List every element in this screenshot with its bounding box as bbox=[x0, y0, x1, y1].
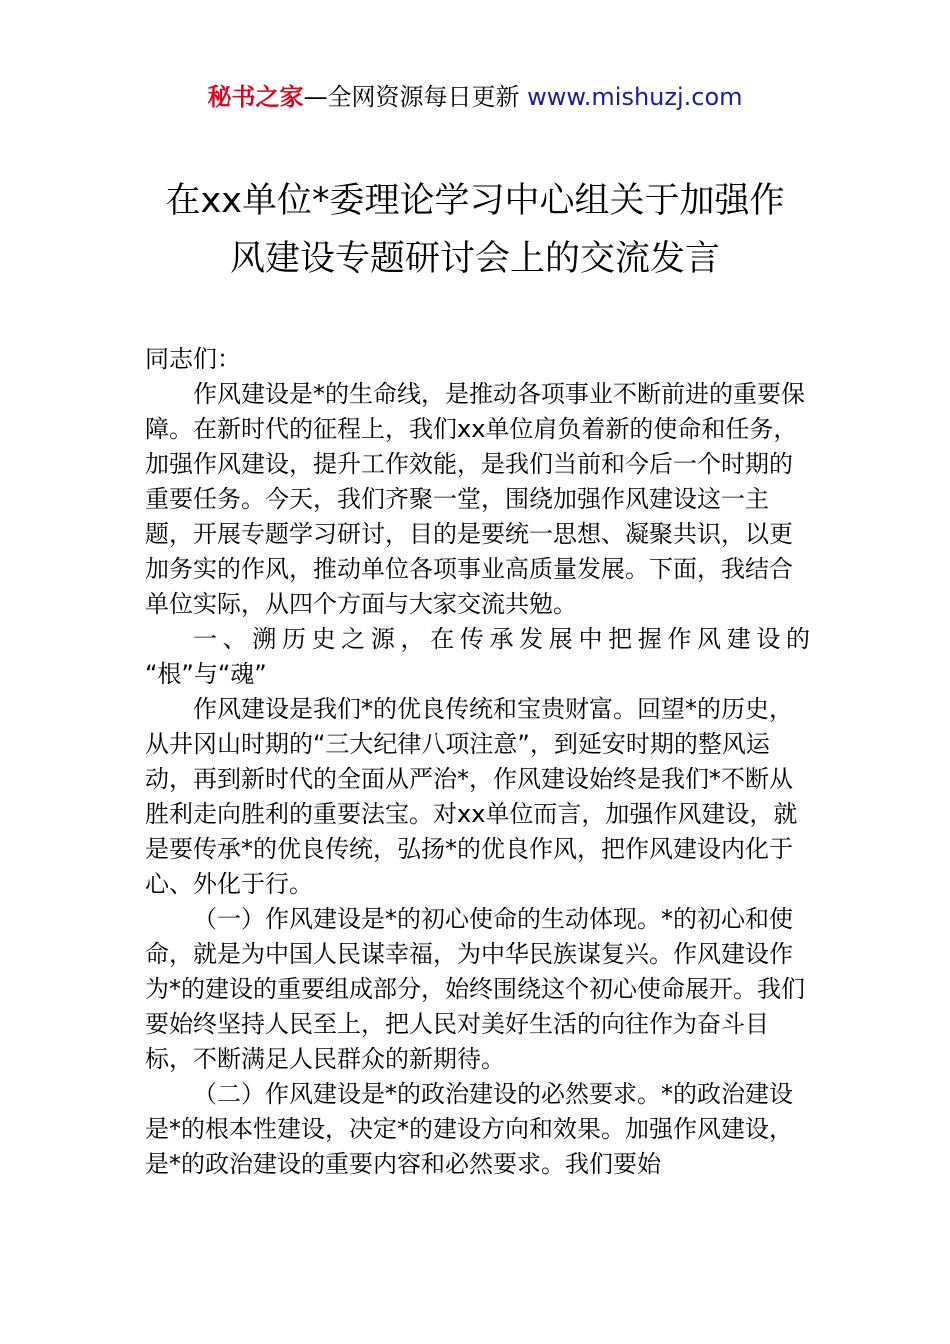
site-banner bbox=[0, 80, 950, 114]
banner-tagline: —全网资源每日更新 bbox=[303, 83, 520, 111]
section-heading-1-line-2: “根”与“魂” bbox=[145, 660, 267, 688]
banner-url-link[interactable]: www.mishuzj.com bbox=[527, 83, 743, 111]
banner-brand: 秘书之家 bbox=[207, 83, 304, 111]
paragraph-intro: 作风建设是*的生命线，是推动各项事业不断前进的重要保障。在新时代的征程上，我们xx单位肩负着新的使命和任务，加强作风建设，提升工作效能，是我们当前和今后一个时期的重要任务。今天，我们齐聚一堂，围绕加强作风建设这一主题，开展专题学习研讨，目的是要统一思想、凝聚共识，以更加务实的作风，推动单位各项事业高质量发展。下面，我结合单位实际，从四个方面与大家交流共勉。 bbox=[145, 380, 805, 618]
document-title bbox=[60, 176, 890, 292]
section-heading-1-line-1: 一、溯历史之源，在传承发展中把握作风建设的 bbox=[193, 625, 810, 653]
paragraph-history: 作风建设是我们*的优良传统和宝贵财富。回望*的历史，从井冈山时期的“三大纪律八项注意”，到延安时期的整风运动，再到新时代的全面从严治*，作风建设始终是我们*不断从胜利走向胜利的重要法宝。对xx单位而言，加强作风建设，就是要传承*的优良传统，弘扬*的优良作风，把作风建设内化于心、外化于行。 bbox=[145, 695, 798, 898]
title-line-2: 风建设专题研讨会上的交流发言 bbox=[229, 239, 720, 279]
paragraph-point-1: （一）作风建设是*的初心使命的生动体现。*的初心和使命，就是为中国人民谋幸福，为中华民族谋复兴。作风建设作为*的建设的重要组成部分，始终围绕这个初心使命展开。我们要始终坚持人民至上，把人民对美好生活的向往作为奋斗目标，不断满足人民群众的新期待。 bbox=[145, 905, 805, 1073]
title-line-1: 在xx单位*委理论学习中心组关于加强作 bbox=[165, 181, 785, 221]
salutation: 同志们： bbox=[145, 345, 241, 373]
document-body bbox=[145, 342, 810, 1182]
paragraph-point-2: （二）作风建设是*的政治建设的必然要求。*的政治建设是*的根本性建设，决定*的建设方向和效果。加强作风建设，是*的政治建设的重要内容和必然要求。我们要始 bbox=[145, 1080, 793, 1178]
